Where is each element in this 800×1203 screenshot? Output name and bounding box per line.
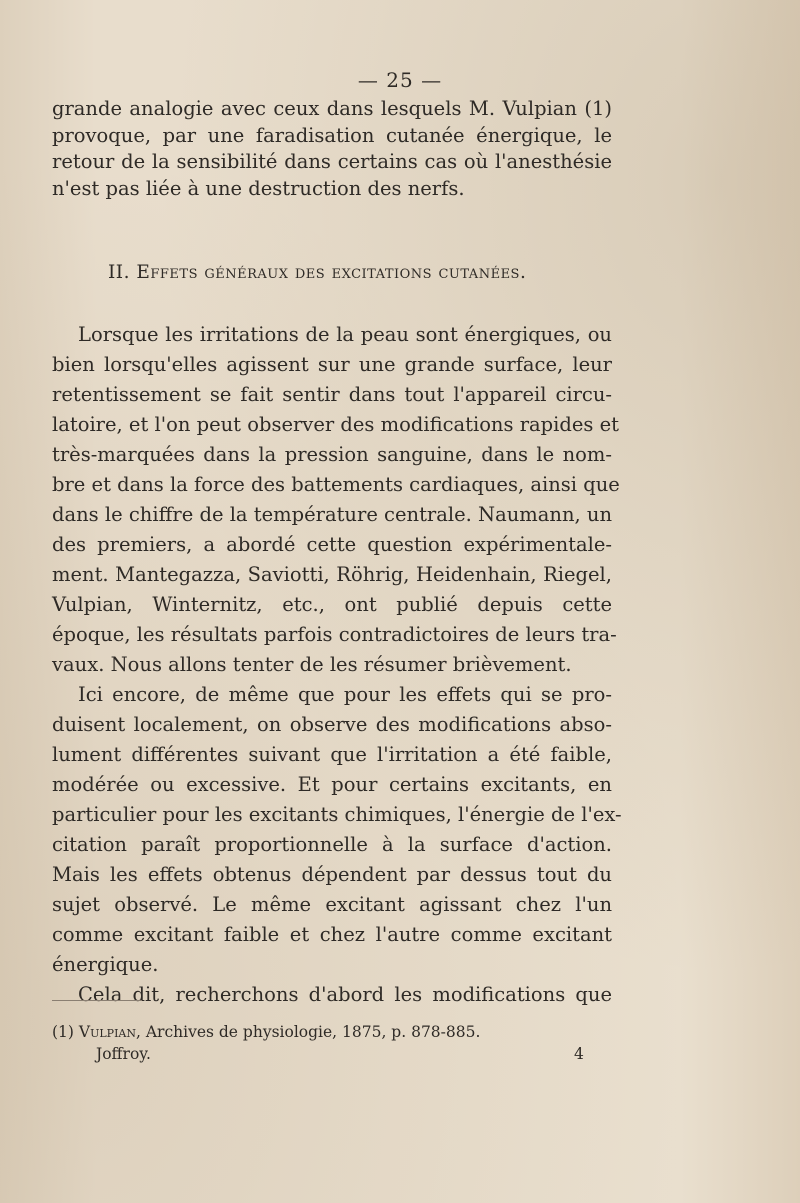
text-line: énergique. (52, 953, 159, 976)
text-line: retour de la sensibilité dans certains cas où l'anesthésie (52, 150, 612, 173)
text-line: bre et dans la force des battements cardiaques, ainsi que (52, 473, 620, 496)
text-line: n'est pas liée à une destruction des nerfs. (52, 176, 465, 200)
text-line: comme excitant faible et chez l'autre comme excitant (52, 923, 612, 946)
text-line: très-marquées dans la pression sanguine, dans le nom- (52, 443, 612, 466)
text-line: citation paraît proportionnelle à la surface d'action. (52, 833, 612, 856)
text-line: Ici encore, de même que pour les effets qui se pro- (78, 683, 612, 706)
text-line: grande analogie avec ceux dans lesquels M. Vulpian (1) (52, 97, 612, 120)
printer-signature: Joffroy. (96, 1045, 151, 1063)
text-line: sujet observé. Le même excitant agissant chez l'un (52, 893, 612, 916)
footnote-marker: (1) (52, 1023, 74, 1041)
signature-mark: 4 (574, 1045, 584, 1063)
body-text (52, 320, 622, 1010)
footnote (52, 1020, 582, 1044)
footnote-text: , Archives de physiologie, 1875, p. 878-885. (136, 1023, 481, 1041)
text-line: Vulpian, Winternitz, etc., ont publié depuis cette (52, 593, 612, 616)
page-number: — 25 — (357, 68, 443, 92)
section-title: Effets généraux des excitations cutanées. (136, 262, 527, 283)
text-line: des premiers, a abordé cette question expérimentale- (52, 533, 612, 556)
text-line: ment. Mantegazza, Saviotti, Röhrig, Heidenhain, Riegel, (52, 563, 612, 586)
text-line: latoire, et l'on peut observer des modifications rapides et (52, 413, 619, 436)
text-line: dans le chiffre de la température centrale. Naumann, un (52, 503, 613, 526)
footnote-divider (52, 1000, 142, 1001)
text-line: époque, les résultats parfois contradictoires de leurs tra- (52, 623, 617, 646)
section-heading (108, 262, 526, 283)
text-line: particulier pour les excitants chimiques, l'énergie de l'ex- (52, 803, 622, 826)
paragraph-3 (52, 980, 612, 1010)
text-line: Lorsque les irritations de la peau sont énergiques, ou (78, 323, 612, 346)
paragraph-1 (52, 320, 620, 680)
text-line: Cela dit, recherchons d'abord les modifications que (78, 983, 612, 1006)
paragraph-2 (52, 680, 622, 980)
text-line: lument différentes suivant que l'irritation a été faible, (52, 743, 612, 766)
text-line: vaux. Nous allons tenter de les résumer brièvement. (52, 653, 572, 676)
footnote-author: Vulpian (78, 1023, 136, 1041)
text-line: retentissement se fait sentir dans tout l'appareil circu- (52, 383, 612, 406)
text-line: duisent localement, on observe des modifications abso- (52, 713, 612, 736)
text-line: bien lorsqu'elles agissent sur une grande surface, leur (52, 353, 612, 376)
section-numeral: II. (108, 262, 130, 283)
continuation-text (52, 96, 612, 202)
text-line: Mais les effets obtenus dépendent par dessus tout du (52, 863, 612, 886)
text-line: provoque, par une faradisation cutanée énergique, le (52, 123, 612, 147)
text-line: modérée ou excessive. Et pour certains excitants, en (52, 773, 612, 796)
